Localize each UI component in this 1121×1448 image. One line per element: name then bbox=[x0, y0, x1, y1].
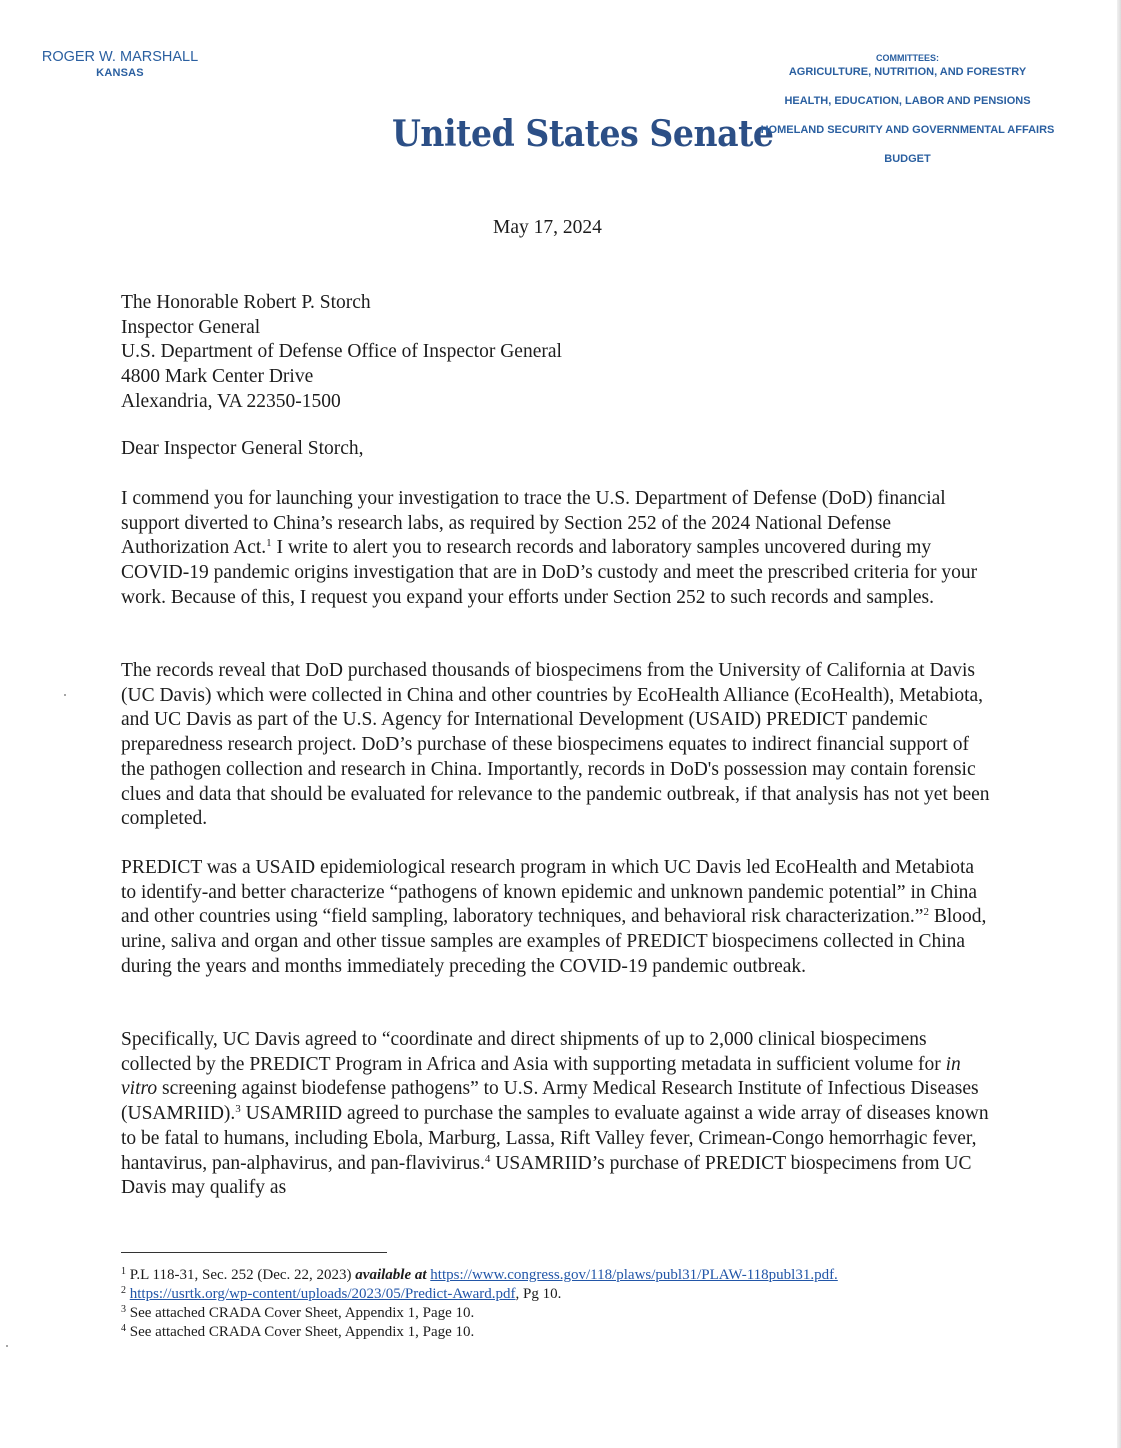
senate-wordmark: United States Senate bbox=[392, 113, 774, 155]
committee-item: HEALTH, EDUCATION, LABOR AND PENSIONS bbox=[784, 95, 1031, 107]
footnote-4: $^4$ See attached CRADA Cover Sheet, Appendix 1, Page 10. bbox=[121, 1323, 475, 1340]
footnote-link[interactable]: https://usrtk.org/wp-content/uploads/2023/05/Predict-Award.pdf bbox=[129, 1286, 516, 1302]
footnote-3: $^3$ See attached CRADA Cover Sheet, Appendix 1, Page 10. bbox=[121, 1304, 475, 1321]
letterhead-sender bbox=[39, 49, 201, 79]
footnote-link[interactable]: https://www.congress.gov/118/plaws/publ31/PLAW-118publ31.pdf. bbox=[430, 1267, 838, 1283]
body-paragraph-1: I commend you for launching your investigation to trace the U.S. Department of Defense (DoD) financial support diverted to China’s research labs, as required by Section 252 of the 2024 National Defense Authorization Act.$^1$ I write to alert you to research records and laboratory samples uncovered during my COVID-19 pandemic origins investigation that are in DoD’s custody and meet the prescribed criteria for your work. Because of this, I request you expand your efforts under Section 252 to such records and samples. bbox=[121, 488, 978, 608]
body-paragraph-2: The records reveal that DoD purchased thousands of biospecimens from the University of California at Davis (UC Davis) which were collected in China and other countries by EcoHealth Alliance (EcoHealth), Metabiota, and UC Davis as part of the U.S. Agency for International Development (USAID) PREDICT pandemic preparedness research project. DoD’s purchase of these biospecimens equates to indirect financial support of the pathogen collection and research in China. Importantly, records in DoD's possession may contain forensic clues and data that should be evaluated for relevance to the pandemic outbreak, if that analysis has not yet been completed. bbox=[121, 660, 990, 830]
committee-item: AGRICULTURE, NUTRITION, AND FORESTRY bbox=[788, 66, 1027, 78]
footnote-2: $^2$ https://usrtk.org/wp-content/uploads/2023/05/Predict-Award.pdf, Pg 10. bbox=[121, 1285, 562, 1302]
committee-item: HOMELAND SECURITY AND GOVERNMENTAL AFFAIRS bbox=[760, 124, 1055, 136]
address-line: U.S. Department of Defense Office of Inspector General bbox=[121, 341, 562, 363]
address-line: Alexandria, VA 22350-1500 bbox=[121, 390, 341, 412]
scan-speck bbox=[6, 1345, 8, 1347]
footnotes bbox=[121, 1266, 838, 1342]
salutation: Dear Inspector General Storch, bbox=[121, 438, 364, 459]
footnote-ref: 1 bbox=[266, 537, 272, 550]
scan-speck bbox=[64, 694, 66, 696]
footnote-divider bbox=[121, 1252, 387, 1253]
body-paragraph-4: Specifically, UC Davis agreed to “coordinate and direct shipments of up to 2,000 clinical biospecimens collected by the PREDICT Program in Africa and Asia with supporting metadata in sufficient volume for in vitro screening against biodefense pathogens” to U.S. Army Medical Research Institute of Infectious Diseases (USAMRIID).$^3$ USAMRIID agreed to purchase the samples to evaluate against a wide array of diseases known to be fatal to humans, including Ebola, Marburg, Lassa, Rift Valley fever, Crimean-Congo hemorrhagic fever, hantavirus, pan-alphavirus, and pan-flavivirus.$^4$ USAMRIID’s purchase of PREDICT biospecimens from UC Davis may qualify as bbox=[121, 1029, 989, 1199]
address-line: Inspector General bbox=[121, 316, 261, 338]
address-line: The Honorable Robert P. Storch bbox=[121, 292, 371, 313]
footnote-1: $^1$ P.L 118-31, Sec. 252 (Dec. 22, 2023) available at https://www.congress.gov/118/plaws/publ31/PLAW-118publ31.pdf. bbox=[121, 1266, 838, 1283]
committee-item: BUDGET bbox=[884, 153, 931, 165]
footnote-ref: 4 bbox=[484, 1152, 491, 1165]
committees-list bbox=[750, 53, 1065, 166]
footnote-ref: 2 bbox=[923, 906, 929, 919]
senator-state: KANSAS bbox=[96, 67, 144, 79]
committees-heading: COMMITTEES: bbox=[876, 53, 939, 63]
footnote-ref: 3 bbox=[235, 1103, 241, 1116]
recipient-address bbox=[121, 291, 562, 415]
address-line: 4800 Mark Center Drive bbox=[121, 366, 314, 388]
senator-name: ROGER W. MARSHALL bbox=[41, 49, 199, 65]
body-paragraph-3: PREDICT was a USAID epidemiological research program in which UC Davis led EcoHealth and Metabiota to identify-and better characterize “pathogens of known epidemic and unknown pandemic potential” in China and other countries using “field sampling, laboratory techniques, and behavioral risk characterization.”$^2$ Blood, urine, saliva and organ and other tissue samples are examples of PREDICT biospecimens collected in China during the years and months immediately preceding the COVID-19 pandemic outbreak. bbox=[121, 857, 987, 977]
letter-date: May 17, 2024 bbox=[493, 217, 602, 238]
page-edge bbox=[1117, 0, 1121, 1448]
